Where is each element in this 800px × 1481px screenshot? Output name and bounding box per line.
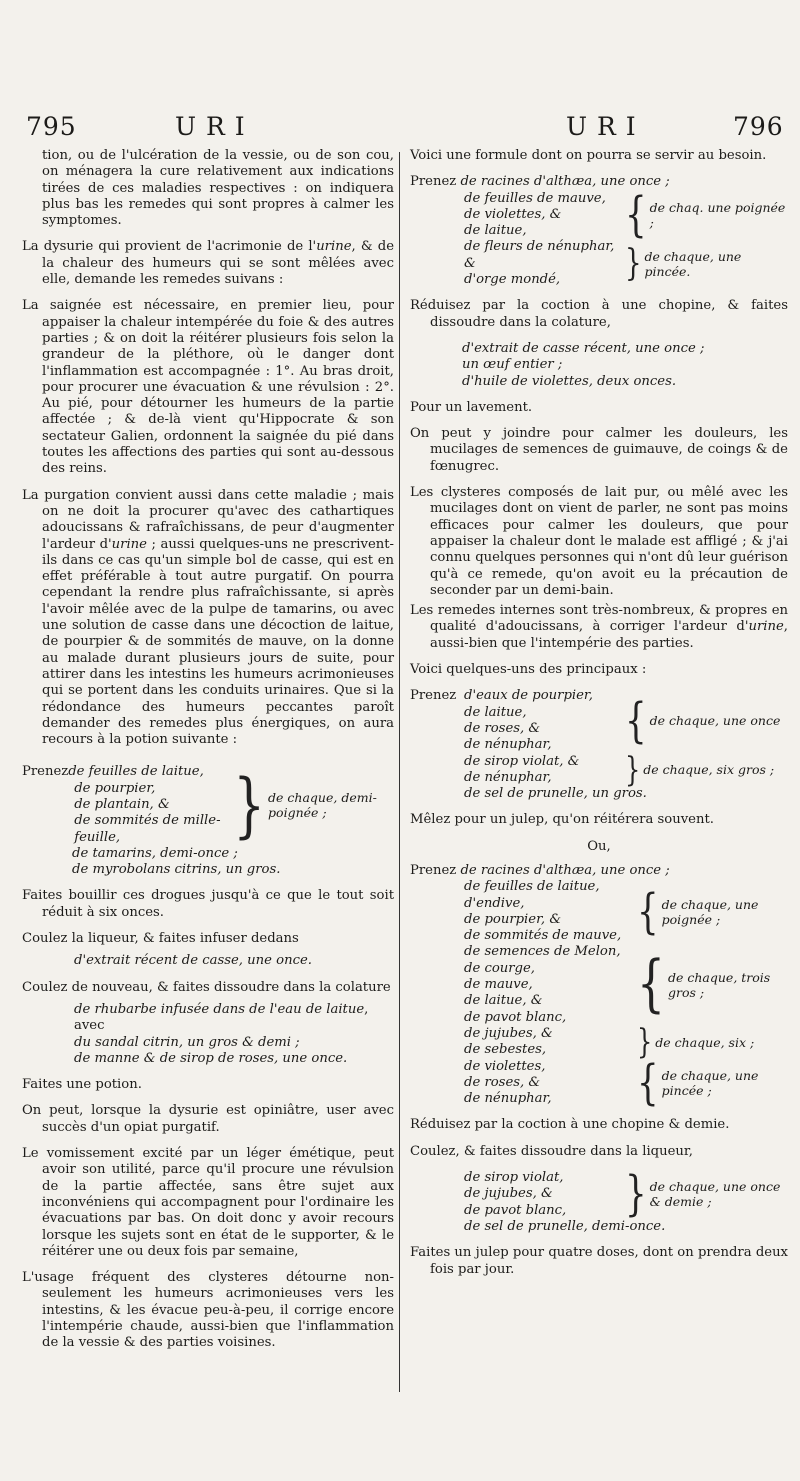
prescription — [410, 174, 788, 288]
brace: } — [625, 750, 641, 790]
quantity-label: de chaque, une pincée ; — [661, 1067, 759, 1098]
prescription — [22, 764, 394, 878]
ingredient: de jujubes, & — [464, 1025, 553, 1041]
ingredient: de pourpier, & — [464, 911, 562, 927]
ingredient: de feuilles de mauve, — [464, 190, 606, 206]
paragraph: La saignée est nécessaire, en premier lieu, pour appaiser la chaleur intempérée du foie & des autres parties ; & on doit la réitérer plusieurs fois selon la grandeur de la pléthore, où le danger dont l'inflammation est accompagnée : 1°. Au bras droit, pour procurer une évacuation & une révulsion : 2°. Au pié, pour détourner les humeurs de la partie affectée ; & de-là vient qu'Hippocrate & son sectateur Galien, ordonnent la saignée du pié dans toutes les affections des parties qui sont au-dessous des reins. — [22, 298, 394, 477]
left-running-head: U R I — [175, 112, 246, 141]
ingredient: de violettes, & — [464, 206, 562, 222]
ingredient-list — [68, 764, 230, 845]
ingredient: de sommités de mille-feuille, — [74, 813, 221, 845]
ingredient: de pavot blanc, — [464, 1009, 567, 1025]
ingredient: de plantain, & — [74, 796, 170, 812]
ingredient-list — [410, 341, 788, 390]
left-page-number: 795 — [26, 112, 77, 141]
brace: { — [637, 1054, 659, 1111]
brace: } — [233, 764, 266, 846]
right-running-head: U R I — [566, 112, 637, 141]
ingredient: d'extrait récent de casse, une once. — [74, 953, 312, 969]
paragraph: Coulez la liqueur, & faites infuser dedans — [22, 931, 299, 947]
ingredient: de sebestes, — [464, 1042, 547, 1058]
ingredient: de pourpier, — [74, 780, 156, 796]
ingredient: d'huile de violettes, deux onces. — [462, 373, 677, 389]
paragraph: Coulez, & faites dissoudre dans la liqueur, — [410, 1143, 693, 1159]
paragraph: Faites un julep pour quatre doses, dont on prendra deux fois par jour. — [410, 1245, 788, 1277]
quantity-label: de chaque, une pincée. — [644, 248, 742, 279]
paragraph: Réduisez par la coction à une chopine & demie. — [410, 1117, 730, 1133]
paragraph: On peut, lorsque la dysurie est opiniâtre, user avec succès d'un opiat purgatif. — [22, 1103, 394, 1135]
paragraph: Coulez de nouveau, & faites dissoudre dans la colature — [22, 979, 391, 995]
ingredient: de courge, — [464, 960, 535, 976]
prenez-label: Prenez — [410, 862, 457, 878]
ingredient: de jujubes, & — [464, 1186, 553, 1202]
ingredient: d'eaux de pourpier, — [464, 688, 593, 704]
quantity-label: de chaque, demi-poignée ; — [268, 790, 377, 821]
quantity-label: de chaque, une once & demie ; — [649, 1179, 781, 1210]
paragraph: tion, ou de l'ulcération de la vessie, ou de son cou, on ménagera la cure relativement aux indications tirées de ces maladies respectives : on indiquera plus bas les remedes qui sont propres à calmer les symptomes. — [42, 148, 394, 229]
paragraph: Le vomissement excité par un léger émétique, peut avoir son utilité, parce qu'il procure une révulsion de la partie affectée, sans être sujet aux inconvéniens qui accompagnent pour l'ordinaire les évacuations par bas. On doit donc y avoir recours lorsque les sujets sont en état de le supporter, & le réitérer une ou deux fois par semaine, — [22, 1146, 394, 1259]
ingredient: un œuf entier ; — [462, 357, 563, 373]
brace: } — [637, 1022, 653, 1062]
paragraph: Les clysteres composés de lait pur, ou mêlé avec les mucilages dont on vient de parler, ne sont pas moins efficaces pour calmer les douleurs, que pour appaiser la chaleur dont le malade est affligé ; & j'ai connu quelques personnes qui n'ont dû leur guérison qu'à ce remede, qu'on avoit eu la précaution de seconder par un demi-bain. — [410, 485, 788, 598]
ingredient: de laitue, — [464, 704, 527, 720]
paragraph: On peut y joindre pour calmer les douleurs, les mucilages de semences de guimauve, de coings & de fœnugrec. — [410, 426, 788, 474]
ingredient: de violettes, — [464, 1058, 546, 1074]
ingredient: d'endive, — [464, 895, 525, 911]
brace: } — [625, 1166, 647, 1223]
ingredient: d'orge mondé, — [464, 272, 561, 288]
ingredient: de sommités de mauve, — [464, 928, 622, 944]
ingredient: de rhubarbe infusée dans de l'eau de laitue, avec — [74, 1001, 369, 1034]
paragraph: Pour un lavement. — [410, 399, 533, 415]
paragraph: L'usage fréquent des clysteres détourne non-seulement les humeurs acrimonieuses vers les intestins, & les évacue peu-à-peu, il corrige encore l'intempérie chaude, aussi-bien que l'inflammation de la vessie & des parties voisines. — [22, 1270, 394, 1351]
ingredient: de roses, & — [464, 1074, 541, 1090]
ingredient: du sandal citrin, un gros & demi ; — [74, 1034, 300, 1050]
left-column — [22, 148, 394, 1362]
ingredient: de nénuphar, — [464, 737, 552, 753]
paragraph: Les remedes internes sont très-nombreux, & propres en qualité d'adoucissans, à corriger l'ardeur d'urine, aussi-bien que l'intempérie des parties. — [410, 603, 788, 651]
ingredient: de roses, & — [464, 720, 541, 736]
paragraph: Réduisez par la coction à une chopine, & faites dissoudre dans la colature, — [410, 298, 788, 330]
quantity-label: de chaque, trois gros ; — [668, 970, 771, 1001]
paragraph: Voici quelques-uns des principaux : — [410, 662, 647, 678]
quantity-label: de chaque, six ; — [655, 1034, 755, 1050]
paragraph: Faites une potion. — [22, 1077, 142, 1093]
prescription — [410, 1166, 788, 1235]
ingredient: de sel de prunelle, un gros. — [464, 786, 647, 802]
prenez-label: Prenez — [410, 174, 457, 190]
ingredient: de sirop violat, — [464, 1170, 564, 1186]
ingredient: de mauve, — [464, 977, 533, 993]
paragraph: Mêlez pour un julep, qu'on réitérera souvent. — [410, 812, 714, 828]
ingredient: de racines d'althæa, une once ; — [460, 174, 670, 190]
right-page-number: 796 — [733, 112, 784, 141]
brace: { — [637, 948, 665, 1021]
ingredient: de myrobolans citrins, un gros. — [72, 862, 281, 878]
quantity-label: de chaque, une poignée ; — [661, 896, 759, 927]
brace: } — [625, 242, 642, 285]
ingredient: de sirop violat, & — [464, 753, 580, 769]
quantity-label: de chaque, une once — [649, 713, 781, 729]
paragraph: Voici une formule dont on pourra se servir au besoin. — [410, 148, 767, 163]
ingredient: de laitue, — [464, 223, 527, 239]
ingredient-list — [22, 1002, 394, 1067]
or-separator: Ou, — [587, 838, 611, 854]
prescription — [410, 688, 788, 802]
paragraph: La purgation convient aussi dans cette maladie ; mais on ne doit la procurer qu'avec des cathartiques adoucissans & rafraîchissans, de peur d'augmenter l'ardeur d'urine ; aussi quelques-uns ne prescrivent-ils dans ce cas qu'un simple bol de casse, qui est en effet préférable à tout autre purgatif. On pourra cependant la rendre plus rafraîchissante, si après l'avoir mêlée avec de la pulpe de tamarins, ou avec une solution de casse dans une décoction de laitue, de pourpier & de sommités de mauve, on la donne au malade durant plusieurs jours de suite, pour attirer dans les intestins les humeurs acrimonieuses qui se portent dans les conduits urinaires. Que si la rédondance des humeurs peccantes paroît demander des remedes plus énergiques, on aura recours à la potion suivante : — [22, 487, 394, 748]
ingredient: de feuilles de laitue, — [464, 879, 600, 895]
paragraph: La dysurie qui provient de l'acrimonie de l'urine, & de la chaleur des humeurs qui se sont mêlées avec elle, demande les remedes suivans : — [22, 239, 394, 288]
ingredient: de pavot blanc, — [464, 1202, 567, 1218]
brace: { — [625, 187, 647, 244]
quantity-label: de chaque, six gros ; — [643, 762, 775, 778]
quantity-label: de chaq. une poignée ; — [649, 200, 786, 231]
brace: { — [625, 692, 647, 749]
ingredient: d'extrait de casse récent, une once ; — [462, 340, 705, 356]
right-column — [410, 148, 788, 1288]
brace: { — [637, 883, 659, 940]
ingredient: de laitue, & — [464, 993, 543, 1009]
ingredient: de manne & de sirop de roses, une once. — [74, 1050, 348, 1066]
ingredient: de nénuphar, — [464, 1091, 552, 1107]
ingredient: de nénuphar, — [464, 769, 552, 785]
ingredient: de semences de Melon, — [464, 944, 621, 960]
ingredient: de fleurs de nénuphar, & — [464, 239, 615, 271]
column-divider — [399, 152, 400, 1392]
prenez-label: Prenez — [22, 764, 69, 780]
ingredient: de tamarins, demi-once ; — [72, 845, 238, 861]
paragraph: Faites bouillir ces drogues jusqu'à ce que le tout soit réduit à six onces. — [22, 888, 394, 920]
prenez-label: Prenez — [410, 688, 457, 704]
prescription — [410, 862, 788, 1111]
ingredient: de feuilles de laitue, — [68, 764, 204, 780]
ingredient: de sel de prunelle, demi-once. — [464, 1218, 666, 1234]
ingredient: de racines d'althæa, une once ; — [460, 862, 670, 878]
